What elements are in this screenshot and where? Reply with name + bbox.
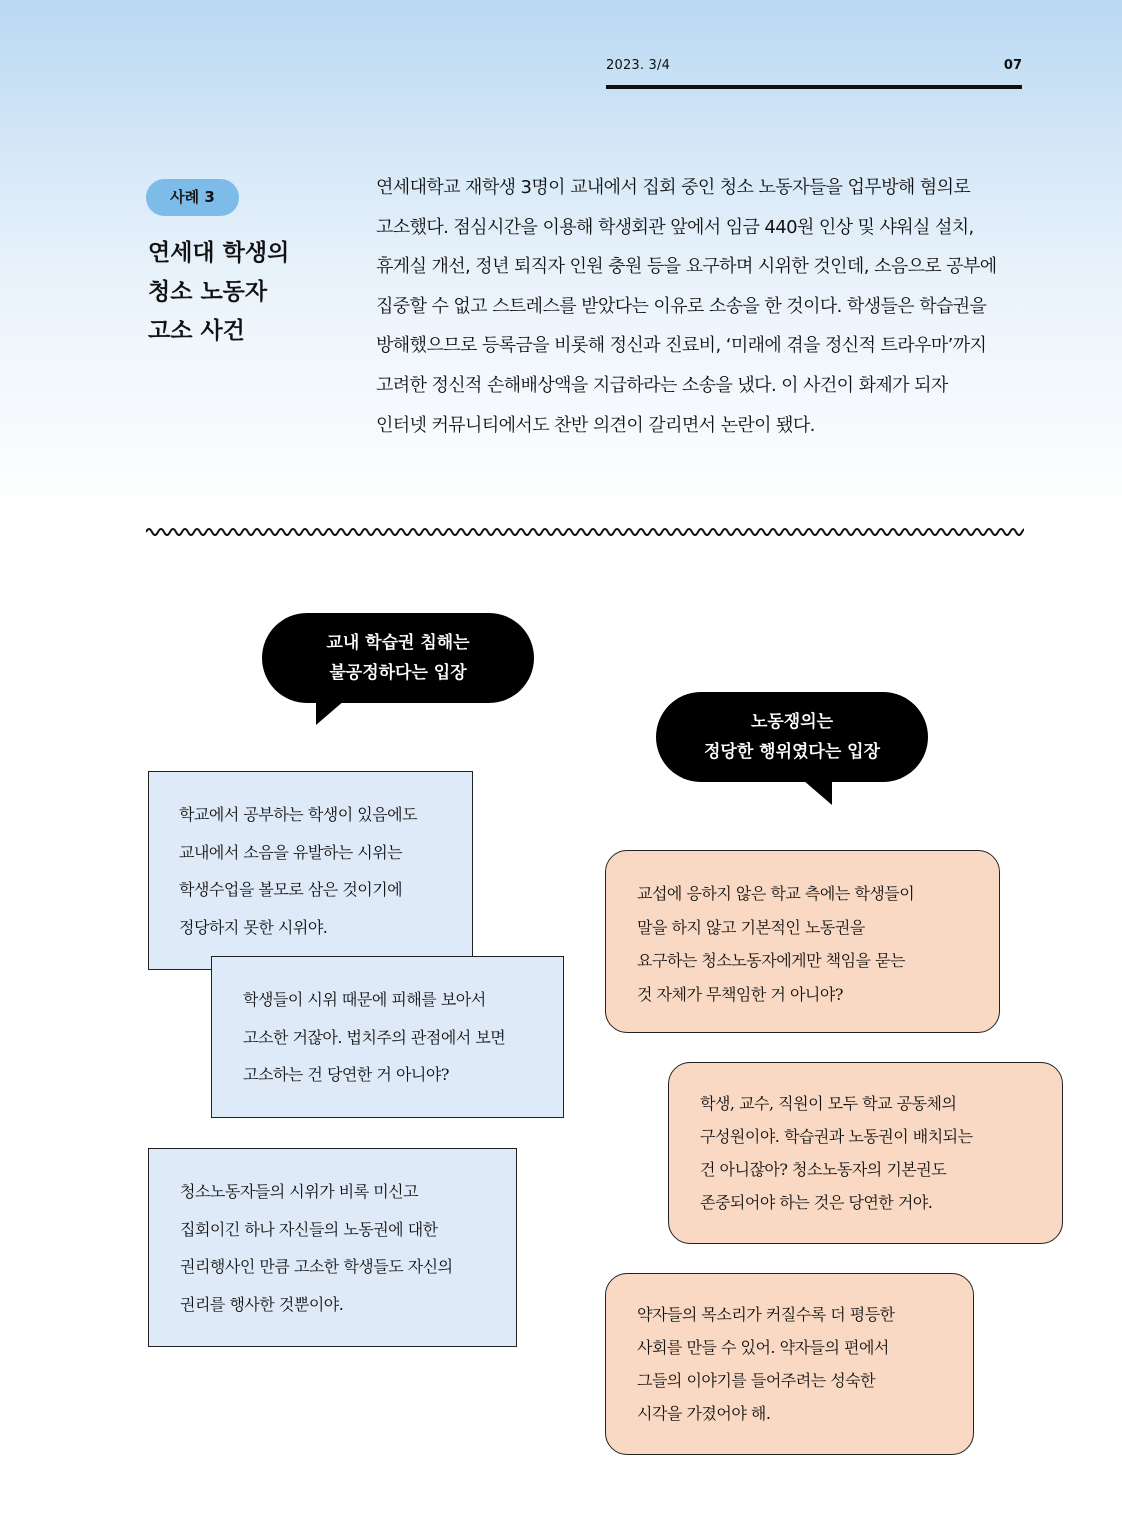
opinion-line: 존중되어야 하는 것은 당연한 거야. — [700, 1193, 933, 1212]
speech-bubble-tail — [796, 774, 836, 806]
opinion-line: 학생수업을 볼모로 삼은 것이기에 — [179, 880, 403, 899]
opinion-line: 시각을 가졌어야 해. — [637, 1404, 771, 1423]
case-title-line: 연세대 학생의 — [148, 240, 290, 266]
case-title-line: 고소 사건 — [148, 318, 245, 344]
case-body-line: 고려한 정신적 손해배상액을 지급하라는 소송을 냈다. 이 사건이 화제가 되자 — [376, 374, 948, 396]
opinion-line: 권리행사인 만큼 고소한 학생들도 자신의 — [180, 1257, 453, 1276]
issue-date: 2023. 3/4 — [606, 58, 671, 73]
opinion-card-oppose — [211, 956, 564, 1118]
case-title — [148, 234, 348, 351]
bubble-line: 노동쟁의는 — [750, 712, 834, 732]
bubble-line: 정당한 행위였다는 입장 — [703, 742, 881, 762]
page-number: 07 — [1003, 58, 1022, 73]
opinion-line: 고소하는 건 당연한 거 아니야? — [243, 1065, 449, 1084]
header-rule — [606, 85, 1022, 89]
opinion-card-support — [668, 1062, 1063, 1244]
opinion-line: 학교에서 공부하는 학생이 있음에도 — [179, 805, 418, 824]
opinion-line: 사회를 만들 수 있어. 약자들의 편에서 — [637, 1338, 889, 1357]
opinion-line: 약자들의 목소리가 커질수록 더 평등한 — [637, 1305, 895, 1324]
opinion-card-support — [605, 1273, 974, 1455]
opinion-line: 그들의 이야기를 들어주려는 성숙한 — [637, 1371, 876, 1390]
opinion-line: 교섭에 응하지 않은 학교 측에는 학생들이 — [637, 884, 915, 903]
bubble-line: 불공정하다는 입장 — [329, 663, 467, 683]
opinion-line: 집회이긴 하나 자신들의 노동권에 대한 — [180, 1219, 438, 1239]
opinion-line: 정당하지 못한 시위야. — [179, 917, 328, 937]
case-body-line: 휴게실 개선, 정년 퇴직자 인원 충원 등을 요구하며 시위한 것인데, 소음으로 공부에 — [376, 256, 997, 278]
opinion-line: 권리를 행사한 것뿐이야. — [180, 1294, 344, 1314]
case-body-line: 집중할 수 없고 스트레스를 받았다는 이유로 소송을 한 것이다. 학생들은 학습권을 — [376, 295, 987, 317]
opinion-card-support — [605, 850, 1000, 1033]
opinion-line: 구성원이야. 학습권과 노동권이 배치되는 — [700, 1127, 973, 1146]
case-body-line: 인터넷 커뮤니티에서도 찬반 의견이 갈리면서 논란이 됐다. — [376, 414, 815, 436]
opinion-line: 교내에서 소음을 유발하는 시위는 — [179, 842, 403, 862]
opinion-line: 청소노동자들의 시위가 비록 미신고 — [180, 1182, 419, 1201]
opinion-line: 건 아니잖아? 청소노동자의 기본권도 — [700, 1160, 947, 1179]
speech-bubble-tail — [314, 694, 354, 726]
speech-bubble-support — [656, 692, 928, 782]
opinion-card-oppose — [148, 1148, 517, 1347]
case-body-line: 고소했다. 점심시간을 이용해 학생회관 앞에서 임금 440원 인상 및 샤워실 설치, — [376, 216, 974, 238]
case-description — [376, 168, 1036, 445]
case-badge: 사례 3 — [146, 179, 239, 216]
wavy-divider — [146, 522, 1024, 542]
case-title-line: 청소 노동자 — [148, 279, 268, 305]
speech-bubble-oppose — [262, 613, 534, 703]
opinion-line: 것 자체가 무책임한 거 아니야? — [637, 984, 843, 1004]
opinion-card-oppose — [148, 771, 473, 970]
opinion-line: 요구하는 청소노동자에게만 책임을 묻는 — [637, 951, 906, 970]
opinion-line: 학생, 교수, 직원이 모두 학교 공동체의 — [700, 1094, 957, 1113]
case-body-line: 방해했으므로 등록금을 비롯해 정신과 진료비, ‘미래에 겪을 정신적 트라우마’까지 — [376, 335, 987, 357]
opinion-line: 고소한 거잖아. 법치주의 관점에서 보면 — [243, 1027, 506, 1047]
case-body-line: 연세대학교 재학생 3명이 교내에서 집회 중인 청소 노동자들을 업무방해 혐의로 — [376, 177, 971, 198]
opinion-line: 학생들이 시위 때문에 피해를 보아서 — [243, 990, 486, 1009]
bubble-line: 교내 학습권 침해는 — [326, 633, 470, 653]
opinion-line: 말을 하지 않고 기본적인 노동권을 — [637, 917, 865, 937]
